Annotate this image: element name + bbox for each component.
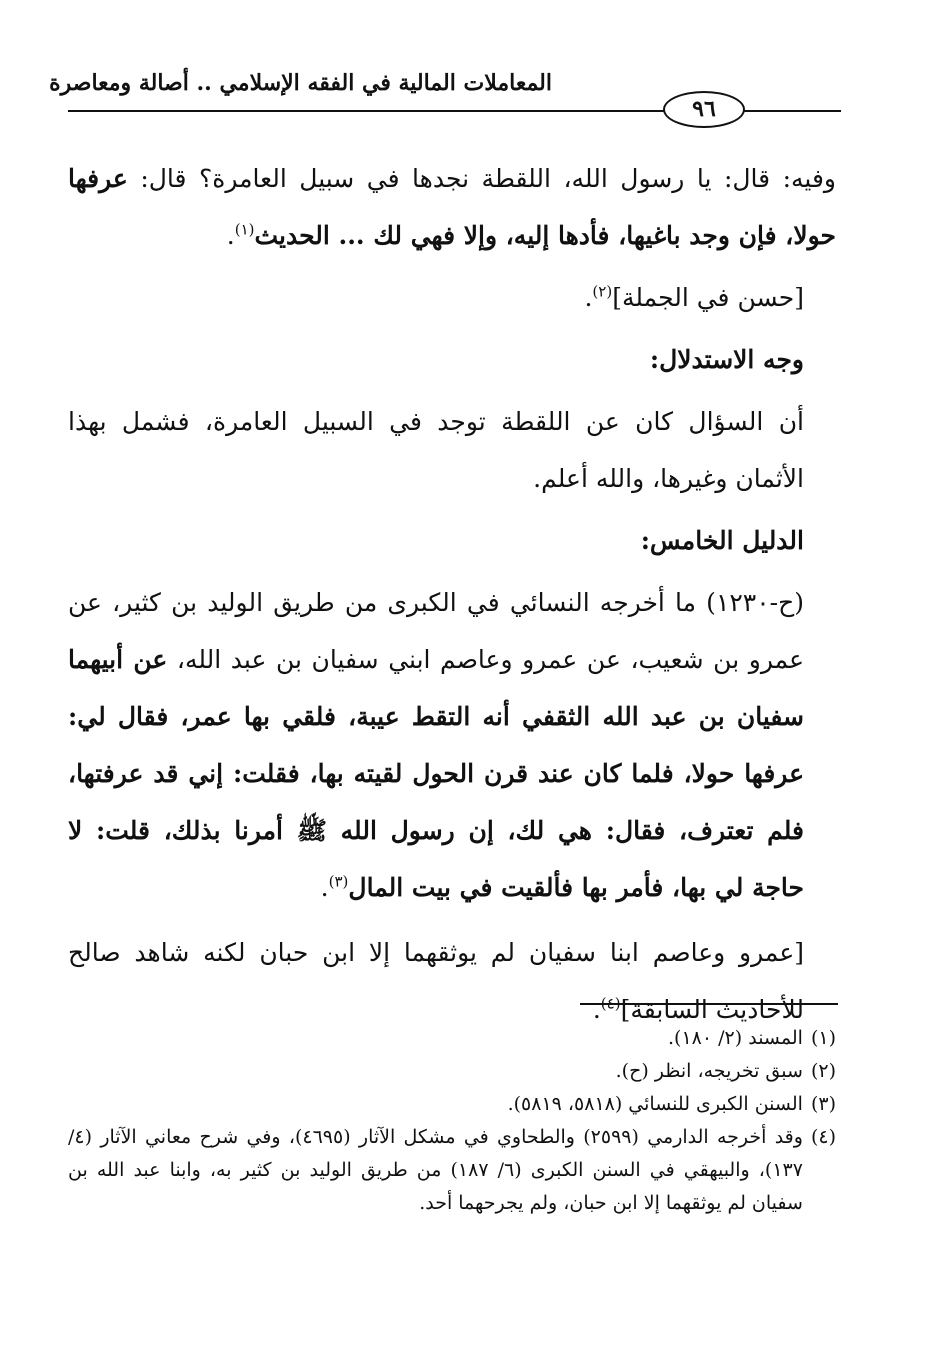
hadith-1-lead: وفيه: قال: يا رسول الله، اللقطة نجدها في سبيل العامرة؟ قال: xyxy=(140,164,837,193)
footnote-4 xyxy=(68,1121,836,1220)
footnote-ref-4[interactable]: (٤) xyxy=(600,994,621,1013)
footnote-text: سبق تخريجه، انظر (ح). xyxy=(615,1060,803,1082)
paragraph-grading-1 xyxy=(68,269,836,326)
running-title: المعاملات المالية في الفقه الإسلامي .. أصالة ومعاصرة xyxy=(49,70,552,96)
paragraph-inference: أن السؤال كان عن اللقطة توجد في السبيل العامرة، فشمل بهذا الأثمان وغيرها، والله أعلم. xyxy=(68,407,804,493)
main-text xyxy=(68,150,836,1038)
grading-2-text: [عمرو وعاصم ابنا سفيان لم يوثقهما إلا ابن حبان لكنه شاهد صالح للأحاديث السابقة] xyxy=(68,938,804,1024)
footnote-1 xyxy=(68,1022,836,1055)
footnote-text: وقد أخرجه الدارمي (٢٥٩٩) والطحاوي في مشكل الآثار (٤٦٩٥)، وفي شرح معاني الآثار (٤/ ١٣٧)، والبيهقي في السنن الكبرى (٦/ ١٨٧) من طريق الوليد بن كثير به، وابنا عبد الله بن سفيان لم يوثقهما إلا ابن حبان، ولم يجرحهما أحد. xyxy=(68,1126,803,1214)
heading-fifth-evidence: الدليل الخامس: xyxy=(640,526,804,555)
footnote-ref-3[interactable]: (٣) xyxy=(328,872,349,891)
paragraph-grading-2 xyxy=(68,924,836,1038)
grading-1-end: . xyxy=(584,283,593,312)
footnote-ref-1[interactable]: (١) xyxy=(234,220,255,239)
paragraph-hadith-1 xyxy=(68,150,836,264)
footnote-mark: (٣) xyxy=(810,1093,836,1115)
hadith-1230-lead: (ح-١٢٣٠) ما أخرجه النسائي في الكبرى من طريق الوليد بن كثير، عن عمرو بن شعيب، عن عمرو وعاصم ابني سفيان بن عبد الله، xyxy=(68,588,804,674)
footnote-ref-2[interactable]: (٢) xyxy=(592,282,613,301)
hadith-1-end: . xyxy=(226,221,235,250)
footnote-separator xyxy=(580,1003,838,1005)
footnote-mark: (١) xyxy=(810,1027,836,1049)
hadith-1-bold-text: عرفها حولا، فإن وجد باغيها، فأدها إليه، وإلا فهي لك ... الحديث xyxy=(68,164,836,250)
heading-inference: وجه الاستدلال: xyxy=(649,345,804,374)
grading-1-text: [حسن في الجملة] xyxy=(612,283,804,312)
hadith-1230-bold-text: عن أبيهما سفيان بن عبد الله الثقفي أنه التقط عيبة، فلقي بها عمر، فقال لي: عرفها حولا، فلما كان عند قرن الحول لقيته بها، فقلت: إني قد عرفتها، فلم تعترف، فقال: هي لك، إن رسول الله ﷺ أمرنا بذلك، قلت: لا حاجة لي بها، فأمر بها فألقيت في بيت المال xyxy=(68,645,804,902)
footnote-2 xyxy=(68,1055,836,1088)
footnotes xyxy=(68,1022,836,1220)
paragraph-hadith-1230 xyxy=(68,574,836,916)
footnote-mark: (٤) xyxy=(810,1126,836,1148)
page-number: ٩٦ xyxy=(663,91,745,128)
footnote-text: المسند (٢/ ١٨٠). xyxy=(668,1027,803,1049)
grading-2-end: . xyxy=(592,995,601,1024)
footnote-text: السنن الكبرى للنسائي (٥٨١٨، ٥٨١٩). xyxy=(507,1093,803,1115)
hadith-1230-end: . xyxy=(320,873,329,902)
footnote-3 xyxy=(68,1088,836,1121)
footnote-mark: (٢) xyxy=(810,1060,836,1082)
